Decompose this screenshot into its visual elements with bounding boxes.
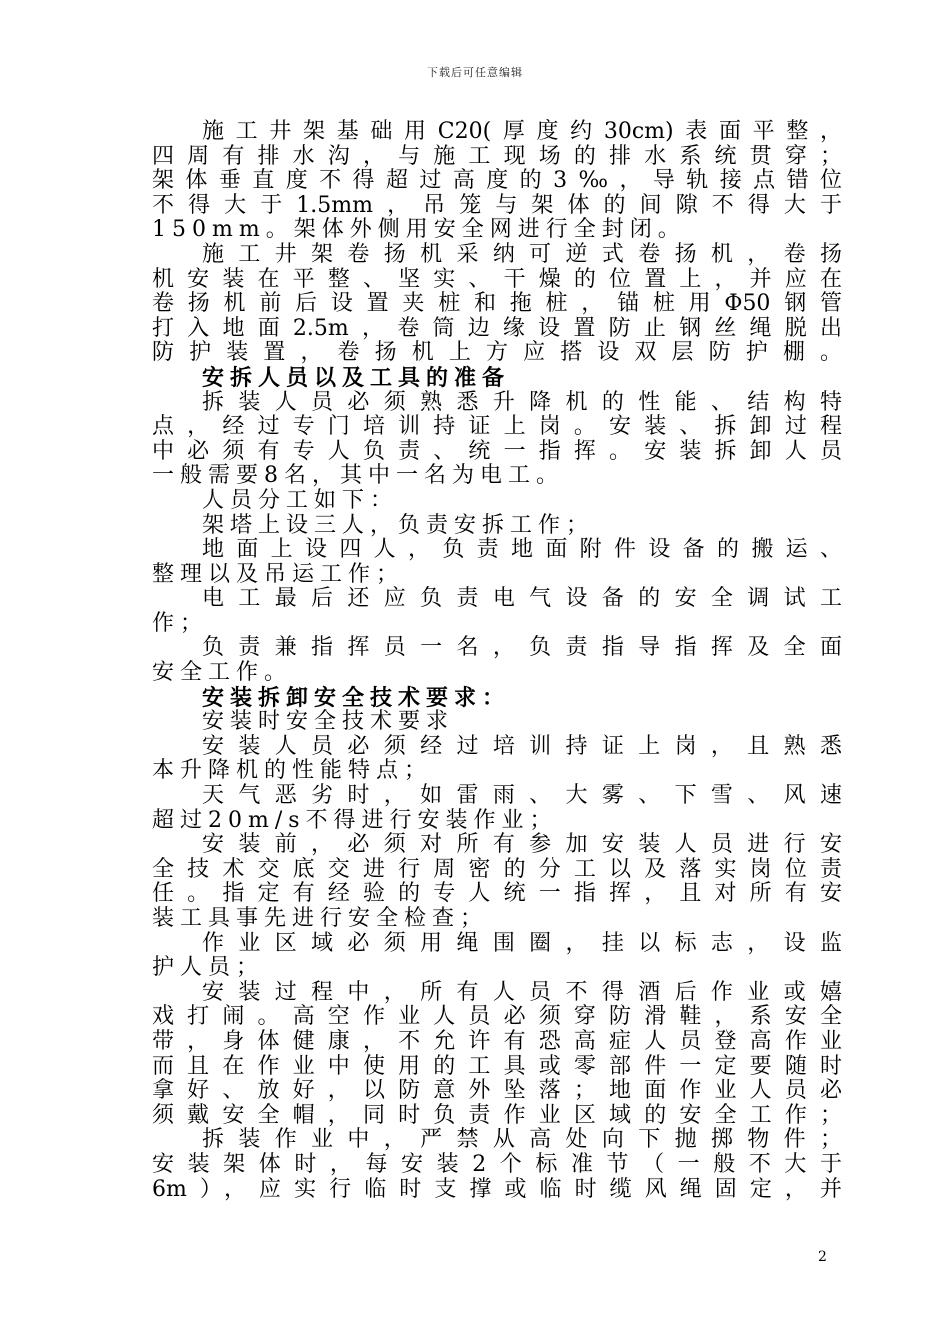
text-line: 超过20m/s不得进行安装作业； [152, 807, 558, 833]
text-line: 6m），应实行临时支撑或临时缆风绳固定，并 [152, 1176, 842, 1202]
text-line: 电工最后还应负责电气设备的安全调试工 [202, 586, 842, 612]
text-line: 安装过程中，所有人员不得酒后作业或嬉 [202, 979, 842, 1005]
text-line: 天气恶劣时，如雷雨、大雾、下雪、风速 [202, 783, 842, 809]
text-line: 安装前，必须对所有参加安装人员进行安 [202, 832, 842, 858]
section-heading: 安装拆卸安全技术要求： [202, 684, 511, 711]
text-line: 不得大于1.5mm，吊笼与架体的间隙不得大于 [152, 192, 842, 218]
text-line: 防护装置，卷扬机上方应搭设双层防护棚。 [152, 340, 842, 366]
page-number: 2 [818, 1249, 827, 1265]
text-line: 拿好、放好，以防意外坠落；地面作业人员必 [152, 1078, 842, 1104]
text-line: 地面上设四人，负责地面附件设备的搬运、 [202, 537, 842, 563]
text-line: 中必须有专人负责、统一指挥。安装拆卸人员 [152, 438, 842, 464]
text-line: 作业区域必须用绳围圈，挂以标志，设监 [202, 930, 842, 956]
section-heading: 安拆人员以及工具的准备 [202, 364, 511, 391]
text-line: 架体垂直度不得超过高度的3‰，导轨接点错位 [152, 168, 842, 194]
text-line: 护人员； [152, 955, 265, 981]
subsection-heading: 安装时安全技术要求 [202, 709, 455, 735]
text-line: 施工井架卷扬机采纳可逆式卷扬机，卷扬 [202, 241, 842, 267]
text-line: 安装架体时，每安装2个标准节（一般不大于 [152, 1151, 842, 1177]
text-line: 四周有排水沟，与施工现场的排水系统贯穿； [152, 143, 842, 169]
text-line: 人员分工如下： [202, 487, 399, 513]
text-line: 施工井架基础用C20(厚度约30cm)表面平整， [202, 119, 842, 144]
text-line: 打入地面2.5m，卷筒边缘设置防止钢丝绳脱出 [152, 315, 842, 341]
text-line: 机安装在平整、坚实、干燥的位置上，并应在 [152, 266, 842, 292]
text-line: 全技术交底交进行周密的分工以及落实岗位责 [152, 856, 842, 882]
text-line: 本升降机的性能特点； [152, 758, 433, 784]
text-line: 带，身体健康，不允许有恐高症人员登高作业 [152, 1028, 842, 1054]
text-line: 150mm。架体外侧用安全网进行全封闭。 [152, 217, 686, 243]
text-line: 点，经过专门培训持证上岗。安装、拆卸过程 [152, 414, 842, 440]
text-line: 须戴安全帽，同时负责作业区域的安全工作； [152, 1102, 842, 1128]
page-header: 下载后可任意编辑 [427, 66, 523, 79]
text-line: 安装人员必须经过培训持证上岗，且熟悉 [202, 733, 842, 759]
text-line: 作； [152, 610, 209, 636]
text-line: 整理以及吊运工作； [152, 561, 405, 587]
text-line: 任。指定有经验的专人统一指挥，且对所有安 [152, 881, 842, 907]
text-line: 而且在作业中使用的工具或零部件一定要随时 [152, 1053, 842, 1079]
text-line: 负责兼指挥员一名，负责指导指挥及全面 [202, 635, 842, 661]
text-line: 拆装作业中，严禁从高处向下抛掷物件； [202, 1127, 842, 1153]
text-line: 卷扬机前后设置夹桩和拖桩，锚桩用Φ50钢管 [152, 291, 842, 317]
text-line: 装工具事先进行安全检查； [152, 906, 489, 931]
text-line: 架塔上设三人，负责安拆工作； [202, 512, 595, 538]
document-body [152, 120, 842, 1202]
text-line: 一般需要8名，其中一名为电工。 [152, 463, 564, 489]
text-line: 拆装人员必须熟悉升降机的性能、结构特 [202, 389, 842, 415]
text-line: 安全工作。 [152, 660, 293, 686]
text-line: 戏打闹。高空作业人员必须穿防滑鞋，系安全 [152, 1004, 842, 1030]
